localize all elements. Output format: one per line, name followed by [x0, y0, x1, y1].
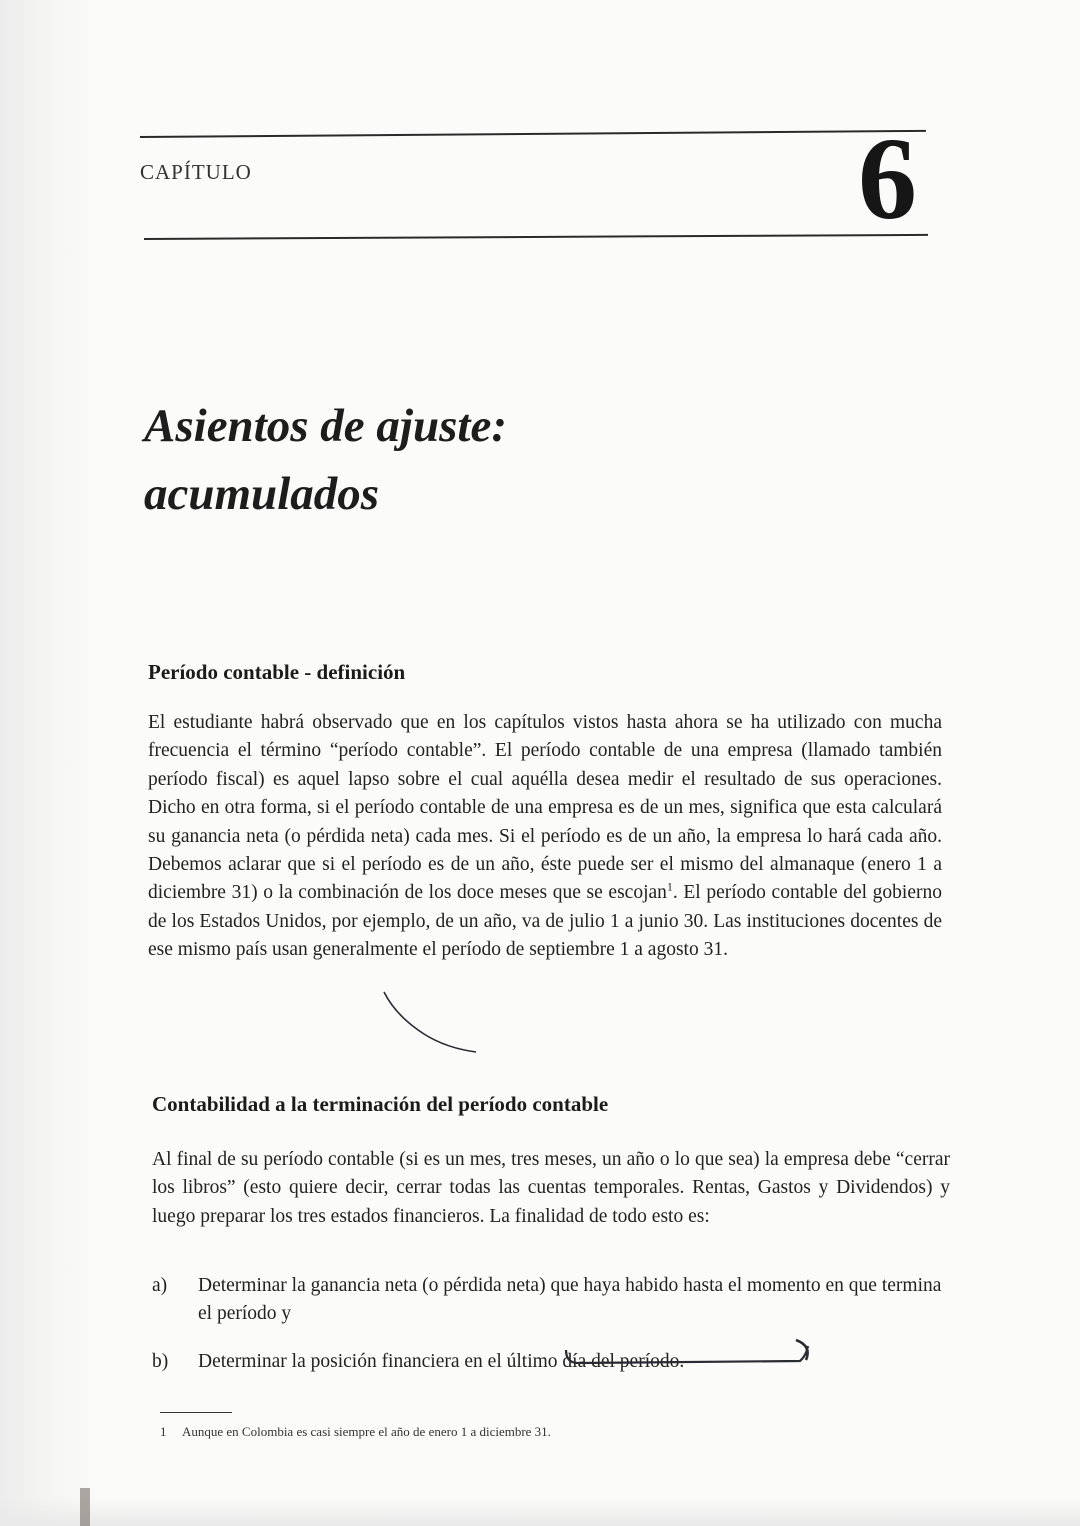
section-heading-terminacion: Contabilidad a la terminación del período contable [152, 1092, 609, 1116]
header-rule-bottom [144, 234, 928, 240]
list-item [152, 1272, 952, 1328]
binding-shadow [0, 0, 100, 1526]
list-marker: a) [152, 1275, 168, 1296]
footnote-rule [160, 1412, 232, 1413]
section-paragraph-periodo-contable [148, 709, 942, 965]
footnote-text: Aunque en Colombia es casi siempre el año de enero 1 a diciembre 31. [182, 1424, 551, 1439]
footnote-reference: 1 [666, 879, 673, 894]
chapter-label: CAPÍTULO [140, 160, 252, 184]
chapter-number: 6 [858, 113, 917, 244]
section-paragraph-terminacion: Al final de su período contable (si es un mes, tres meses, un año o lo que sea) la empresa debe “cerrar los libros” (esto quiere decir, cerrar todas las cuentas temporales. Rentas, Gastos y Dividendos) y luego preparar los tres estados financieros. La finalidad de todo esto es: [152, 1149, 950, 1227]
footnote-number: 1 [160, 1424, 167, 1439]
list-item [152, 1348, 952, 1376]
chapter-title-line-1: Asientos de ajuste: [144, 400, 507, 452]
footnote [160, 1424, 551, 1440]
bottom-edge-shadow [0, 1496, 1080, 1526]
section-heading-periodo-contable: Período contable - definición [148, 660, 406, 684]
purpose-list [152, 1272, 952, 1396]
paragraph-text-continued: . El período contable del gobierno de los Estados Unidos, por ejemplo, de un año, va de julio 1 a junio 30. Las instituciones docentes de ese mismo país usan generalmente el período de septiembre 1 a agosto 31. [148, 882, 942, 961]
header-rule-top [140, 130, 926, 138]
chapter-title [144, 392, 507, 528]
list-item-text: Determinar la ganancia neta (o pérdida neta) que haya habido hasta el momento en que termina el período y [198, 1275, 942, 1324]
pen-stroke-agosto [384, 992, 476, 1052]
spine-mark [80, 1488, 90, 1526]
paragraph-text: El estudiante habrá observado que en los capítulos vistos hasta ahora se ha utilizado con mucha frecuencia el término “período contable”. El período contable de una empresa (llamado también período fiscal) es aquel lapso sobre el cual aquélla desea medir el resultado de sus operaciones. Dicho en otra forma, si el período contable de una empresa es de un mes, significa que esta calculará su ganancia neta (o pérdida neta) cada mes. Si el período es de un año, la empresa lo hará cada año. Debemos aclarar que si el período es de un año, éste puede ser el mismo del almanaque (enero 1 a diciembre 31) o la combinación de los doce meses que se escojan [148, 712, 942, 904]
list-item-text: Determinar la posición financiera en el último día del período. [198, 1351, 685, 1372]
chapter-title-line-2: acumulados [144, 468, 380, 520]
list-marker: b) [152, 1351, 169, 1372]
